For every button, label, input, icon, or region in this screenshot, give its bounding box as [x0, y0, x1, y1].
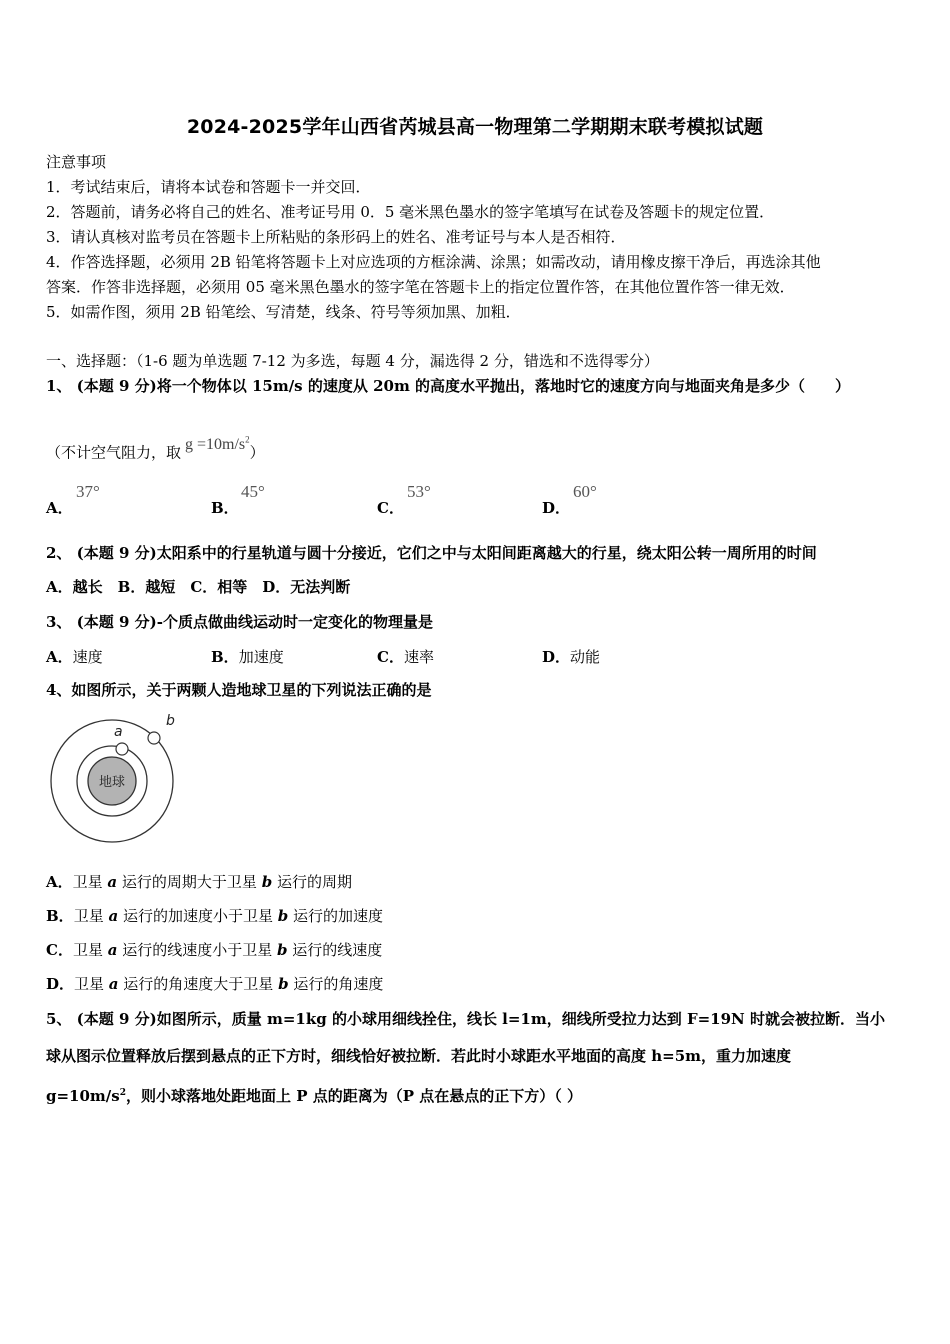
q4-option-a-sat-a: a — [107, 873, 118, 891]
q4-option-b-mid: 运行的加速度小于卫星 — [118, 907, 278, 925]
q4-option-d-label: D． — [46, 975, 75, 993]
q4-option-d — [46, 974, 383, 994]
q1-formula-sup: 2 — [245, 435, 250, 445]
q4-option-b-pre: 卫星 — [73, 907, 109, 925]
q4-option-d-mid: 运行的角速度大于卫星 — [118, 975, 279, 993]
q4-option-a-pre: 卫星 — [72, 873, 108, 891]
q4-option-c — [46, 940, 382, 960]
q3-option-d — [542, 646, 600, 667]
notice-item-3: 3．请认真核对监考员在答题卡上所粘贴的条形码上的姓名、准考证号与本人是否相符． — [46, 228, 626, 246]
q1-option-d-label: D． — [542, 499, 571, 517]
q4-option-b-label: B． — [46, 907, 74, 925]
notice-item-1: 1．考试结束后，请将本试卷和答题卡一并交回． — [46, 178, 371, 196]
q5-line-3-pre: g=10m/s — [46, 1087, 120, 1105]
satellite-a-label: a — [114, 724, 123, 740]
q4-option-a-label: A． — [46, 873, 73, 891]
q2-stem: 2、 (本题 9 分)太阳系中的行星轨道与圆十分接近，它们之中与太阳间距离越大的行星，绕太阳公转一周所用的时间 — [46, 544, 817, 562]
q3-option-a-text: 速度 — [72, 648, 103, 666]
q1-option-a — [46, 497, 73, 518]
q3-option-c — [377, 646, 434, 667]
page-title: 2024-2025学年山西省芮城县高一物理第二学期期末联考模拟试题 — [186, 116, 764, 138]
q4-option-c-mid: 运行的线速度小于卫星 — [117, 941, 278, 959]
q1-stem: 1、 (本题 9 分)将一个物体以 15m/s 的速度从 20m 的高度水平抛出，落地时它的速度方向与地面夹角是多少（ ） — [46, 377, 851, 395]
q5-line-3 — [46, 1083, 582, 1106]
q4-stem: 4、如图所示，关于两颗人造地球卫星的下列说法正确的是 — [46, 681, 432, 699]
q4-option-c-label: C． — [46, 941, 73, 959]
q1-note-pre: （不计空气阻力，取 — [46, 443, 182, 462]
q3-option-c-label: C． — [377, 648, 404, 666]
q4-option-a — [46, 872, 352, 892]
q3-stem: 3、 (本题 9 分)-个质点做曲线运动时一定变化的物理量是 — [46, 613, 433, 631]
q3-option-d-label: D． — [542, 648, 571, 666]
q4-option-c-sat-a: a — [107, 941, 118, 959]
satellite-b-label: b — [166, 713, 175, 729]
q4-option-b — [46, 906, 383, 926]
q4-option-a-post: 运行的周期 — [272, 873, 352, 891]
q1-note-post: ） — [249, 443, 265, 462]
q2-options: A．越长 B．越短 C．相等 D．无法判断 — [46, 578, 351, 596]
q4-option-d-post: 运行的角速度 — [288, 975, 384, 993]
q4-option-b-sat-a: a — [108, 907, 119, 925]
q4-option-c-pre: 卫星 — [72, 941, 108, 959]
q5-line-1: 5、 (本题 9 分)如图所示，质量 m=1kg 的小球用细线拴住，线长 l=1m，细线所受拉力达到 F=19N 时就会被拉断．当小 — [46, 1010, 885, 1028]
q4-option-c-post: 运行的线速度 — [287, 941, 383, 959]
q3-option-b — [211, 646, 284, 667]
q4-orbit-figure — [46, 710, 186, 845]
q4-option-d-sat-a: a — [108, 975, 119, 993]
q4-option-b-sat-b: b — [277, 907, 289, 925]
q1-option-a-label: A． — [46, 499, 73, 517]
q1-option-c-value: 53° — [407, 482, 431, 501]
notice-item-5: 5．如需作图，须用 2B 铅笔绘、写清楚，线条、符号等须加黑、加粗． — [46, 303, 521, 321]
q4-option-c-sat-b: b — [277, 941, 288, 959]
q1-option-d — [542, 497, 570, 518]
q4-option-b-post: 运行的加速度 — [288, 907, 384, 925]
q1-option-a-value: 37° — [76, 482, 100, 501]
q4-option-a-sat-b: b — [261, 873, 273, 891]
notice-item-4: 4．作答选择题，必须用 2B 铅笔将答题卡上对应选项的方框涂满、涂黑；如需改动，请用橡皮擦干净后，再选涂其他 — [46, 253, 821, 271]
section-heading: 一、选择题：（1-6 题为单选题 7-12 为多选，每题 4 分，漏选得 2 分，错选和不选得零分） — [46, 352, 659, 370]
q3-option-a — [46, 646, 103, 667]
q3-option-b-text: 加速度 — [238, 648, 284, 666]
satellite-a — [116, 743, 128, 755]
q1-formula — [185, 436, 250, 453]
q4-option-a-mid: 运行的周期大于卫星 — [117, 873, 262, 891]
q5-line-2: 球从图示位置释放后摆到悬点的正下方时，细线恰好被拉断．若此时小球距水平地面的高度 h=5m，重力加速度 — [46, 1047, 792, 1065]
q3-option-b-label: B． — [211, 648, 239, 666]
q5-line-3-post: ，则小球落地处距地面上 P 点的距离为（P 点在悬点的正下方）（ ） — [126, 1087, 582, 1105]
q3-option-c-text: 速率 — [403, 648, 434, 666]
q4-option-d-sat-b: b — [278, 975, 289, 993]
q3-option-a-label: A． — [46, 648, 73, 666]
q4-option-d-pre: 卫星 — [74, 975, 109, 993]
earth-label: 地球 — [98, 775, 126, 790]
q1-option-b-value: 45° — [241, 482, 265, 501]
q5-line-3-sup: 2 — [119, 1088, 126, 1098]
q1-option-b — [211, 497, 239, 518]
q3-option-d-text: 动能 — [570, 648, 601, 666]
notice-item-4-cont: 答案．作答非选择题，必须用 05 毫米黑色墨水的签字笔在答题卡上的指定位置作答，在其他位置作答一律无效． — [46, 278, 795, 296]
satellite-b — [148, 732, 160, 744]
q1-option-d-value: 60° — [573, 482, 597, 501]
q1-option-c — [377, 497, 404, 518]
notice-heading: 注意事项 — [46, 153, 107, 171]
q1-note — [46, 435, 265, 463]
q1-option-c-label: C． — [377, 499, 404, 517]
q1-formula-text: g =10m/s — [185, 436, 246, 454]
q1-option-b-label: B． — [211, 499, 239, 517]
notice-item-2: 2．答题前，请务必将自己的姓名、准考证号用 0．5 毫米黑色墨水的签字笔填写在试卷及答题卡的规定位置． — [46, 203, 775, 221]
